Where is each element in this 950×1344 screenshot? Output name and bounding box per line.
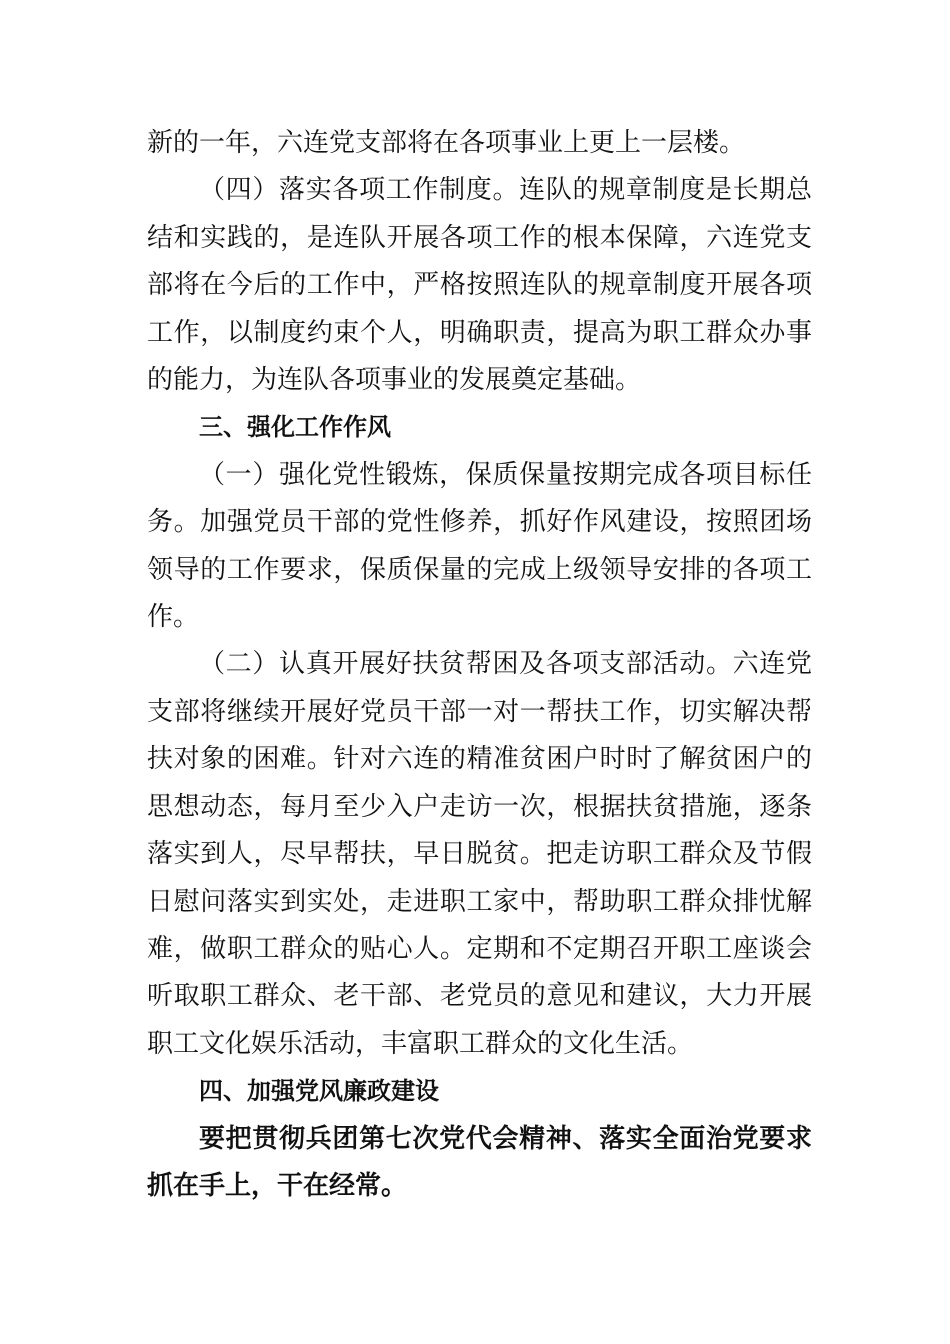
paragraph-subsection-two: （二）认真开展好扶贫帮困及各项支部活动。六连党支部将继续开展好党员干部一对一帮扶工作，切实解决帮扶对象的困难。针对六连的精准贫困户时时了解贫困户的思想动态，每月至少入户走访一次，根据扶贫措施，逐条落实到人，尽早帮扶，早日脱贫。把走访职工群众及节假日慰问落实到实处，走进职工家中，帮助职工群众排忧解难，做职工群众的贴心人。定期和不定期召开职工座谈会听取职工群众、老干部、老党员的意见和建议，大力开展职工文化娱乐活动，丰富职工群众的文化生活。 <box>147 649 812 1059</box>
heading-party-integrity: 四、加强党风廉政建设 <box>199 1077 439 1106</box>
paragraph-bold-requirement: 要把贯彻兵团第七次党代会精神、落实全面治党要求抓在手上，干在经常。 <box>147 1123 812 1201</box>
heading-strengthen-work-style: 三、强化工作作风 <box>199 413 391 442</box>
paragraph-subsection-one: （一）强化党性锻炼，保质保量按期完成各项目标任务。加强党员干部的党性修养，抓好作风建设，按照团场领导的工作要求，保质保量的完成上级领导安排的各项工作。 <box>147 459 812 633</box>
paragraph-continuation: 新的一年，六连党支部将在各项事业上更上一层楼。 <box>147 128 746 158</box>
document-body <box>147 120 812 1210</box>
paragraph-section-four: （四）落实各项工作制度。连队的规章制度是长期总结和实践的，是连队开展各项工作的根本保障，六连党支部将在今后的工作中，严格按照连队的规章制度开展各项工作，以制度约束个人，明确职责，提高为职工群众办事的能力，为连队各项事业的发展奠定基础。 <box>147 175 812 396</box>
